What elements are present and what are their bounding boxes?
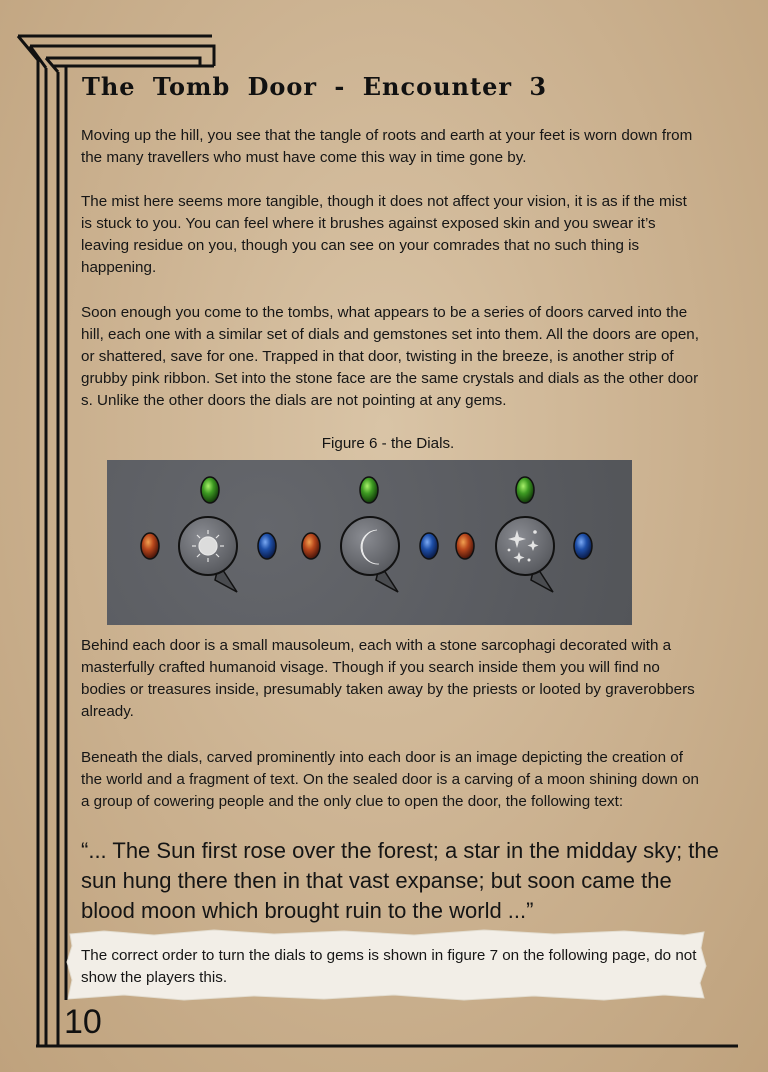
- paragraph-tombs: Soon enough you come to the tombs, what appears to be a series of doors carved into the hill, each one with a similar set of dials and gemstones set into them. All the doors are open, or shattered, save for one. Trapped in that door, twisting in the breeze, is another strip of grubby pink ribbon. Set into the stone face are the same crystals and dials as the other door s. Unlike the other doors the dials are not pointing at any gems.: [81, 304, 699, 409]
- dial-moon-group: [302, 477, 438, 592]
- figure-caption: Figure 6 - the Dials.: [321, 435, 455, 452]
- dial-sun-group: [141, 477, 276, 592]
- gem-blue-2: [420, 533, 438, 559]
- page-number: 10: [64, 1003, 102, 1041]
- dial-3[interactable]: [496, 517, 554, 575]
- gem-red-2: [302, 533, 320, 559]
- page-title: The Tomb Door - Encounter 3: [82, 72, 548, 101]
- paragraph-mausoleum: Behind each door is a small mausoleum, each with a stone sarcophagi decorated with a masterfully crafted humanoid visage. Though if you search inside them you will find no bodies or treasures inside, presumably taken away by the priests or looted by graverobbers already.: [81, 637, 695, 720]
- gem-green-2: [360, 477, 378, 503]
- paragraph-carving: Beneath the dials, carved prominently into each door is an image depicting the creation of the world and a fragment of text. On the sealed door is a carving of a moon shining down on a group of cowering people and the only clue to open the door, the following text:: [81, 749, 699, 810]
- paragraph-hill: Moving up the hill, you see that the tangle of roots and earth at your feet is worn down from the many travellers who must have come this way in time gone by.: [81, 127, 693, 166]
- gem-blue-3: [574, 533, 592, 559]
- dial-stars-group: [456, 477, 592, 592]
- gem-red-3: [456, 533, 474, 559]
- gem-blue-1: [258, 533, 276, 559]
- paragraph-mist: The mist here seems more tangible, though it does not affect your vision, it is as if the mist is stuck to you. You can feel where it brushes against exposed skin and you swear it’s leaving residue on you, though you can see on your comrades that no such thing is happening.: [81, 193, 687, 276]
- dial-2[interactable]: [341, 517, 399, 575]
- riddle-quote: “... The Sun first rose over the forest; a star in the midday sky; the sun hung there then in that vast expanse; but soon came the blood moon which brought ruin to the world ...”: [81, 838, 719, 923]
- gem-green-3: [516, 477, 534, 503]
- dials-figure: [107, 460, 632, 625]
- gem-red-1: [141, 533, 159, 559]
- gm-note: The correct order to turn the dials to gems is shown in figure 7 on the following page, do not show the players this.: [81, 947, 697, 986]
- gem-green-1: [201, 477, 219, 503]
- dials-illustration: [107, 460, 632, 625]
